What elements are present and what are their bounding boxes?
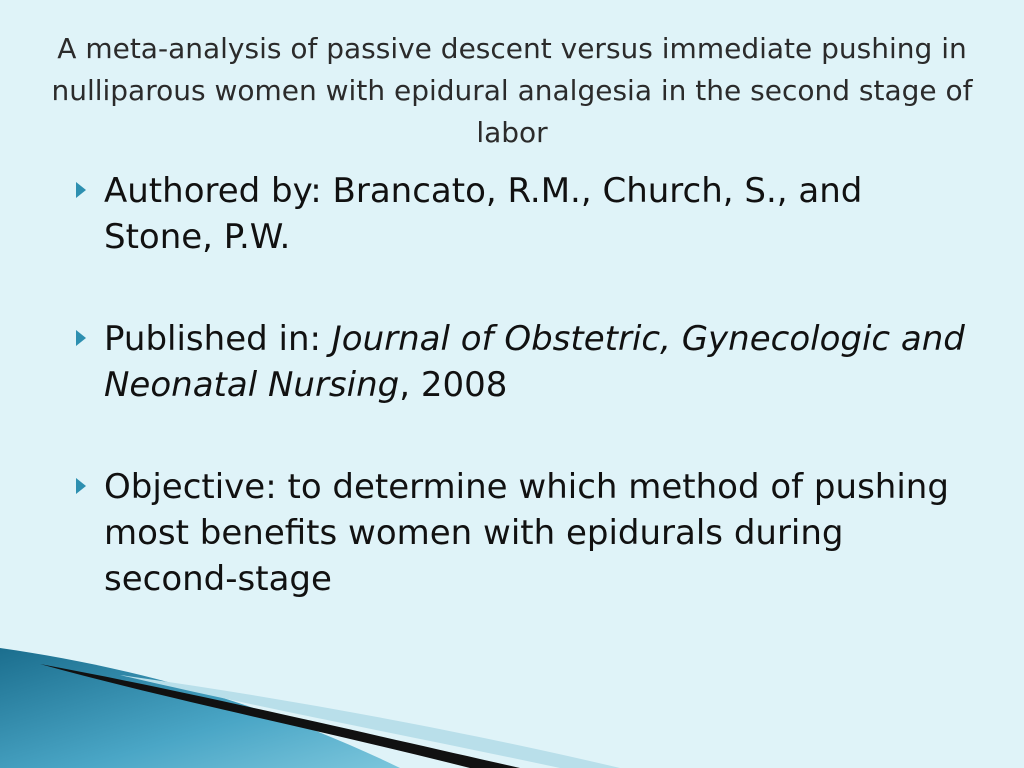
- triangle-bullet-icon: [76, 478, 86, 494]
- objective-text: to determine which method of pushing most benefits women with epidurals during second-stage: [104, 467, 949, 599]
- bullet-list: [72, 168, 972, 658]
- journal-name: Journal of Obstetric, Gynecologic and Neonatal Nursing: [104, 319, 965, 405]
- objective-label: Objective:: [104, 467, 288, 507]
- bullet-objective: [72, 464, 972, 602]
- triangle-bullet-icon: [76, 330, 86, 346]
- slide-title: A meta-analysis of passive descent versus immediate pushing in nulliparous women with epidural analgesia in the second stage of labor: [51, 32, 973, 149]
- bullet-publication: [72, 316, 972, 408]
- authors-label: Authored by:: [104, 171, 333, 211]
- publication-year: , 2008: [399, 365, 508, 405]
- triangle-bullet-icon: [76, 182, 86, 198]
- publication-label: Published in:: [104, 319, 332, 359]
- bullet-authors: [72, 168, 972, 260]
- authors-text: Brancato, R.M., Church, S., and Stone, P.W.: [104, 171, 863, 257]
